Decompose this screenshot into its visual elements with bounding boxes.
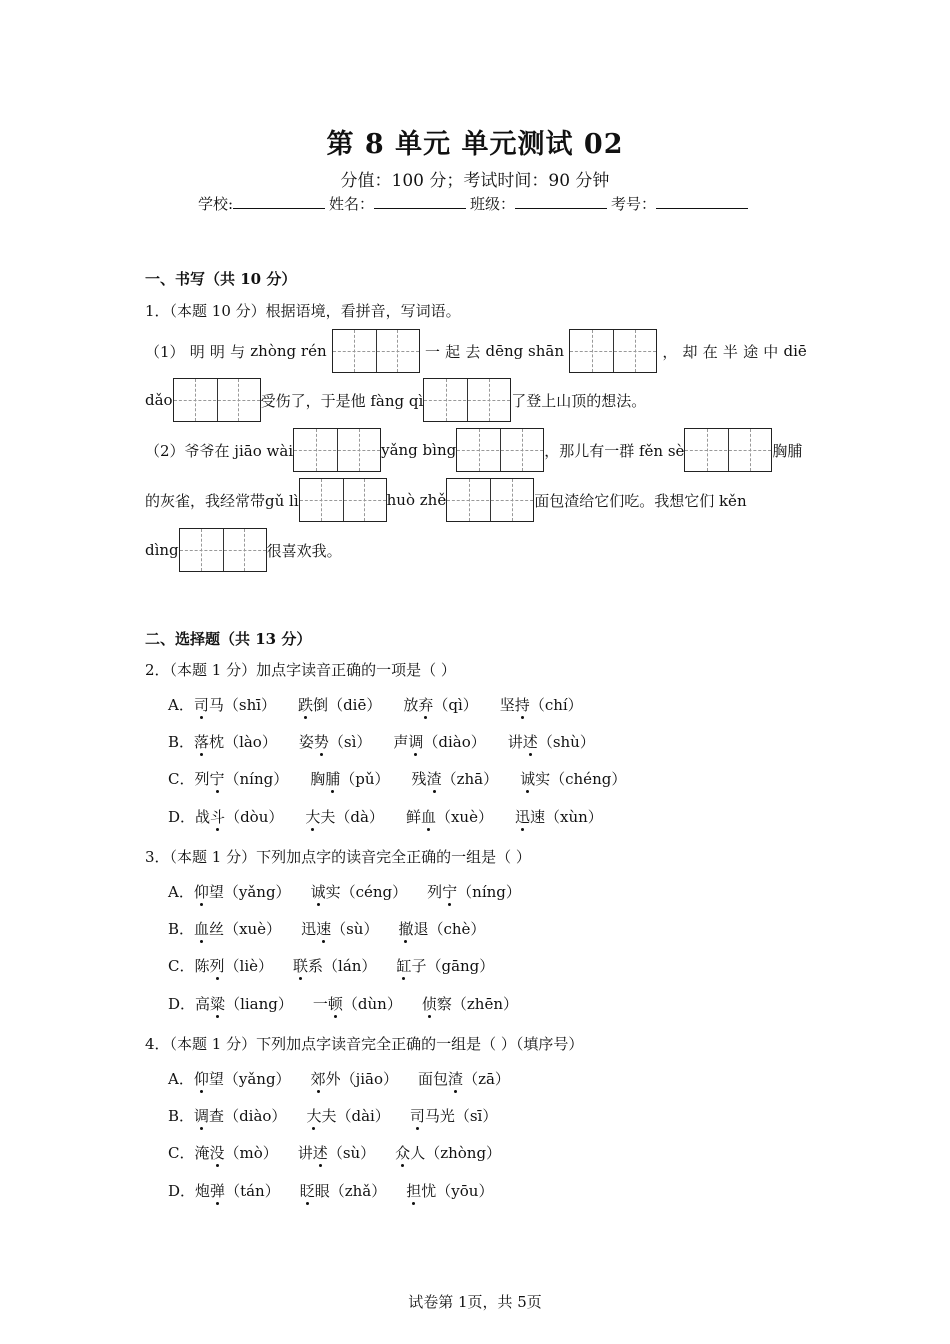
- page-footer: 试卷第 1页，共 5页: [408, 1293, 542, 1311]
- exam-title: 第 8 单元 单元测试 02: [326, 129, 624, 160]
- word-item: [293, 955, 376, 976]
- plain-char: 炮: [195, 1182, 211, 1200]
- word-item: [195, 806, 283, 827]
- pinyin-annotation: （chè）: [428, 920, 486, 938]
- question-1-stem: 1．（本题 10 分）根据语境，看拼音，写词语。: [145, 302, 461, 320]
- dotted-char: 弃: [418, 696, 434, 714]
- word-item: [403, 694, 477, 715]
- pinyin-text: zhòng rén: [250, 342, 327, 360]
- option-c[interactable]: [168, 955, 514, 976]
- word-item: [298, 694, 381, 715]
- text-segment: 的灰雀，我经常带gǔ lì: [145, 491, 299, 510]
- plain-char: 子: [411, 957, 427, 975]
- plain-char: 实: [325, 883, 341, 901]
- option-b[interactable]: [168, 918, 505, 939]
- q1-part2-line2: [145, 477, 807, 523]
- word-item: [194, 1105, 286, 1126]
- dotted-char: 眨: [299, 1182, 315, 1200]
- pinyin-annotation: （yǎng）: [223, 883, 291, 901]
- word-item: [310, 768, 389, 789]
- dotted-char: 众: [395, 1144, 411, 1162]
- plain-char: 外: [325, 1070, 341, 1088]
- word-item: [406, 806, 493, 827]
- writing-grid[interactable]: [299, 478, 387, 522]
- word-item: [311, 1068, 398, 1089]
- plain-char: 忧: [421, 1182, 437, 1200]
- dotted-char: 没: [209, 1144, 225, 1162]
- pinyin-annotation: （sù）: [331, 920, 379, 938]
- dotted-char: 诚: [310, 883, 326, 901]
- pinyin-annotation: （céng）: [340, 883, 408, 901]
- class-label: 班级：: [470, 195, 516, 213]
- option-label: D．: [168, 1182, 196, 1200]
- word-item: [195, 993, 293, 1014]
- pinyin-annotation: （zhòng）: [425, 1144, 502, 1162]
- dotted-char: 持: [514, 696, 530, 714]
- pinyin-text: huò zhě: [386, 491, 447, 509]
- pinyin-annotation: （liè）: [224, 957, 273, 975]
- word-item: [194, 1142, 277, 1163]
- option-b[interactable]: [168, 731, 617, 752]
- id-blank[interactable]: [656, 194, 748, 209]
- plain-char: 胸: [310, 770, 326, 788]
- text-segment: 中: [763, 342, 779, 361]
- writing-grid[interactable]: [173, 378, 261, 422]
- q1-part2-line3: [145, 527, 807, 573]
- text-segment: 了登上山顶的想法。: [511, 391, 647, 410]
- pinyin-annotation: （chéng）: [550, 770, 627, 788]
- plain-char: 马: [208, 696, 224, 714]
- option-label: A．: [168, 883, 194, 901]
- dotted-char: 弹: [210, 1182, 226, 1200]
- word-item: [393, 731, 485, 752]
- word-item: [195, 1180, 280, 1201]
- pinyin-annotation: （qì）: [433, 696, 478, 714]
- pinyin-annotation: （níng）: [224, 770, 289, 788]
- text-segment: ，: [662, 342, 678, 361]
- plain-char: 速: [529, 808, 545, 826]
- option-label: A．: [168, 1070, 194, 1088]
- word-item: [313, 993, 402, 1014]
- dotted-char: 撤: [398, 920, 414, 938]
- dotted-char: 跌: [298, 696, 314, 714]
- pinyin-annotation: （xuè）: [435, 808, 493, 826]
- plain-char: 望: [208, 883, 224, 901]
- dotted-char: 顿: [327, 995, 343, 1013]
- word-item: [406, 1180, 493, 1201]
- plain-char: 察: [436, 995, 452, 1013]
- plain-char: 退: [413, 920, 429, 938]
- pinyin-annotation: （zhǎ）: [329, 1182, 387, 1200]
- pinyin-annotation: （pǔ）: [340, 770, 390, 788]
- dotted-char: 宁: [209, 770, 225, 788]
- pinyin-annotation: （diào）: [423, 733, 486, 751]
- plain-char: 面包: [418, 1070, 449, 1088]
- pinyin-annotation: （jiāo）: [340, 1070, 399, 1088]
- dotted-char: 调: [408, 733, 424, 751]
- word-item: [194, 731, 277, 752]
- writing-grid[interactable]: [332, 329, 420, 373]
- pinyin-text: diē: [783, 342, 807, 360]
- pinyin-annotation: （dùn）: [342, 995, 402, 1013]
- plain-char: 声: [393, 733, 409, 751]
- text-segment: 与: [230, 342, 246, 361]
- school-blank[interactable]: [233, 194, 325, 209]
- option-label: C．: [168, 1144, 195, 1162]
- student-info-line: [0, 193, 950, 214]
- text-segment: 胸脯: [772, 441, 803, 460]
- text-segment: 受伤了，于是他 fàng qì: [260, 391, 424, 410]
- pinyin-annotation: （tán）: [225, 1182, 280, 1200]
- word-item: [194, 881, 291, 902]
- word-item: [515, 806, 603, 827]
- section-1-heading: 一、书写（共 10 分）: [145, 270, 297, 288]
- question-2-stem: 2．（本题 1 分）加点字读音正确的一项是（ ）: [145, 661, 456, 679]
- option-a[interactable]: [168, 881, 541, 902]
- plain-char: 系: [308, 957, 324, 975]
- pinyin-annotation: （liang）: [225, 995, 293, 1013]
- text-segment: （2）爷爷在 jiāo wài: [145, 441, 294, 460]
- option-c[interactable]: [168, 768, 648, 789]
- q1-part1-line1: [145, 328, 807, 374]
- dotted-char: 宁: [442, 883, 458, 901]
- pinyin-annotation: （lán）: [323, 957, 377, 975]
- plain-char: 眼: [314, 1182, 330, 1200]
- q1-part2-line1: [145, 427, 807, 473]
- option-d[interactable]: [168, 993, 538, 1014]
- pinyin-annotation: （xùn）: [545, 808, 603, 826]
- dotted-char: 列: [209, 957, 225, 975]
- name-label: 姓名：: [329, 195, 375, 213]
- plain-char: 夫: [320, 808, 336, 826]
- option-d[interactable]: [168, 1180, 513, 1201]
- plain-char: 坚: [499, 696, 515, 714]
- pinyin-annotation: （yǎng）: [223, 1070, 291, 1088]
- pinyin-annotation: （lào）: [224, 733, 277, 751]
- pinyin-annotation: （zhēn）: [451, 995, 518, 1013]
- pinyin-annotation: （sù）: [327, 1144, 376, 1162]
- word-item: [298, 1142, 375, 1163]
- word-item: [194, 768, 288, 789]
- pinyin-annotation: （shī）: [223, 696, 277, 714]
- plain-char: 枕: [209, 733, 225, 751]
- pinyin-annotation: （dòu）: [225, 808, 284, 826]
- pinyin-annotation: （zā）: [463, 1070, 510, 1088]
- dotted-char: 血: [194, 920, 210, 938]
- pinyin-annotation: （diào）: [224, 1107, 287, 1125]
- option-label: B．: [168, 1107, 195, 1125]
- q1-part1-line2: [145, 377, 807, 423]
- dotted-char: 大: [306, 1107, 322, 1125]
- plain-char: 战: [195, 808, 211, 826]
- dotted-char: 担: [406, 1182, 422, 1200]
- writing-grid[interactable]: [684, 428, 772, 472]
- dotted-char: 司: [193, 696, 209, 714]
- dotted-char: 渣: [448, 1070, 464, 1088]
- plain-char: 人: [410, 1144, 426, 1162]
- plain-char: 倒: [313, 696, 329, 714]
- pinyin-text: dǎo: [145, 391, 173, 409]
- pinyin-annotation: （xuè）: [224, 920, 282, 938]
- pinyin-annotation: （zhā）: [441, 770, 499, 788]
- text-segment: 明: [189, 342, 205, 361]
- text-segment: 明: [209, 342, 225, 361]
- option-label: D．: [168, 995, 196, 1013]
- text-segment: 面包渣给它们吃。我想它们 kěn: [534, 491, 747, 510]
- text-segment: 一: [424, 342, 440, 361]
- dotted-char: 述: [522, 733, 538, 751]
- text-segment: 去: [465, 342, 481, 361]
- plain-char: 讲: [297, 1144, 313, 1162]
- word-item: [500, 694, 583, 715]
- dotted-char: 血: [420, 808, 436, 826]
- word-item: [194, 694, 276, 715]
- dotted-char: 大: [305, 808, 321, 826]
- plain-char: 实: [535, 770, 551, 788]
- school-label: 学校:: [197, 195, 233, 213]
- plain-char: 姿: [298, 733, 314, 751]
- writing-grid[interactable]: [293, 428, 381, 472]
- plain-char: 夫: [321, 1107, 337, 1125]
- option-label: C．: [168, 770, 195, 788]
- pinyin-annotation: （níng）: [457, 883, 521, 901]
- plain-char: 讲: [507, 733, 523, 751]
- id-label: 考号：: [611, 195, 657, 213]
- word-item: [305, 806, 384, 827]
- option-c[interactable]: [168, 1142, 521, 1163]
- dotted-char: 联: [293, 957, 309, 975]
- writing-grid[interactable]: [179, 528, 267, 572]
- word-item: [398, 918, 485, 939]
- word-item: [395, 1142, 501, 1163]
- pinyin-annotation: （shù）: [537, 733, 595, 751]
- pinyin-annotation: （chí）: [529, 696, 583, 714]
- plain-char: 鲜: [405, 808, 421, 826]
- plain-char: 放: [403, 696, 419, 714]
- word-item: [396, 955, 494, 976]
- dotted-char: 仰: [193, 883, 209, 901]
- dotted-char: 势: [313, 733, 329, 751]
- pinyin-annotation: （sī）: [454, 1107, 498, 1125]
- plain-char: 丝: [209, 920, 225, 938]
- text-segment: （1）: [145, 342, 185, 361]
- text-segment: 半: [722, 342, 738, 361]
- dotted-char: 渣: [426, 770, 442, 788]
- option-label: B．: [168, 920, 195, 938]
- word-item: [508, 731, 595, 752]
- writing-grid[interactable]: [456, 428, 544, 472]
- pinyin-text: dìng: [145, 541, 179, 559]
- pinyin-annotation: （gāng）: [426, 957, 495, 975]
- word-item: [300, 1180, 387, 1201]
- word-item: [410, 1105, 498, 1126]
- option-d[interactable]: [168, 806, 625, 827]
- text-segment: ，那儿有一群 fěn sè: [544, 441, 685, 460]
- option-a[interactable]: [168, 694, 605, 715]
- question-4-stem: 4．（本题 1 分）下列加点字读音完全正确的一组是（ ）（填序号）: [145, 1035, 584, 1053]
- text-segment: 途: [743, 342, 759, 361]
- pinyin-annotation: （sì）: [328, 733, 372, 751]
- dotted-char: 仰: [193, 1070, 209, 1088]
- plain-char: 陈: [194, 957, 210, 975]
- word-item: [299, 731, 372, 752]
- word-item: [194, 1068, 291, 1089]
- option-label: C．: [168, 957, 195, 975]
- question-3-stem: 3．（本题 1 分）下列加点字的读音完全正确的一组是（ ）: [145, 848, 531, 866]
- word-item: [427, 881, 521, 902]
- dotted-char: 脯: [325, 770, 341, 788]
- dotted-char: 缸: [396, 957, 412, 975]
- writing-grid[interactable]: [446, 478, 534, 522]
- pinyin-annotation: （dài）: [336, 1107, 390, 1125]
- dotted-char: 粱: [210, 995, 226, 1013]
- dotted-char: 述: [312, 1144, 328, 1162]
- dotted-char: 斗: [210, 808, 226, 826]
- pinyin-text: yǎng bìng: [381, 441, 457, 459]
- exam-subtitle: 分值：100 分；考试时间：90 分钟: [340, 171, 610, 191]
- writing-grid[interactable]: [423, 378, 511, 422]
- word-item: [306, 1105, 389, 1126]
- pinyin-annotation: （yōu）: [436, 1182, 494, 1200]
- dotted-char: 落: [194, 733, 210, 751]
- plain-char: 高: [195, 995, 211, 1013]
- plain-char: 一: [312, 995, 328, 1013]
- text-segment: 起: [445, 342, 461, 361]
- dotted-char: 郊: [310, 1070, 326, 1088]
- plain-char: 列: [194, 770, 210, 788]
- word-item: [422, 993, 518, 1014]
- word-item: [412, 768, 499, 789]
- pinyin-text: dēng shān: [485, 342, 565, 360]
- pinyin-annotation: （dà）: [335, 808, 384, 826]
- word-item: [301, 918, 378, 939]
- name-blank[interactable]: [374, 194, 466, 209]
- dotted-char: 迅: [514, 808, 530, 826]
- plain-char: 马光: [424, 1107, 455, 1125]
- section-2-heading: 二、选择题（共 13 分）: [145, 630, 312, 648]
- word-item: [418, 1068, 510, 1089]
- word-item: [194, 918, 281, 939]
- dotted-char: 诚: [520, 770, 536, 788]
- word-item: [520, 768, 626, 789]
- writing-grid[interactable]: [569, 329, 657, 373]
- dotted-char: 调: [194, 1107, 210, 1125]
- class-blank[interactable]: [515, 194, 607, 209]
- text-segment: 在: [702, 342, 718, 361]
- dotted-char: 司: [409, 1107, 425, 1125]
- plain-char: 迅: [301, 920, 317, 938]
- option-label: A．: [168, 696, 194, 714]
- option-a[interactable]: [168, 1068, 530, 1089]
- word-item: [194, 955, 273, 976]
- dotted-char: 侦: [421, 995, 437, 1013]
- text-segment: 很喜欢我。: [266, 541, 342, 560]
- text-segment: 却: [682, 342, 698, 361]
- plain-char: 列: [427, 883, 443, 901]
- pinyin-annotation: （mò）: [224, 1144, 278, 1162]
- plain-char: 查: [209, 1107, 225, 1125]
- dotted-char: 速: [316, 920, 332, 938]
- option-label: D．: [168, 808, 196, 826]
- plain-char: 望: [208, 1070, 224, 1088]
- plain-char: 淹: [194, 1144, 210, 1162]
- plain-char: 残: [411, 770, 427, 788]
- word-item: [311, 881, 408, 902]
- option-b[interactable]: [168, 1105, 517, 1126]
- pinyin-annotation: （diē）: [328, 696, 382, 714]
- option-label: B．: [168, 733, 195, 751]
